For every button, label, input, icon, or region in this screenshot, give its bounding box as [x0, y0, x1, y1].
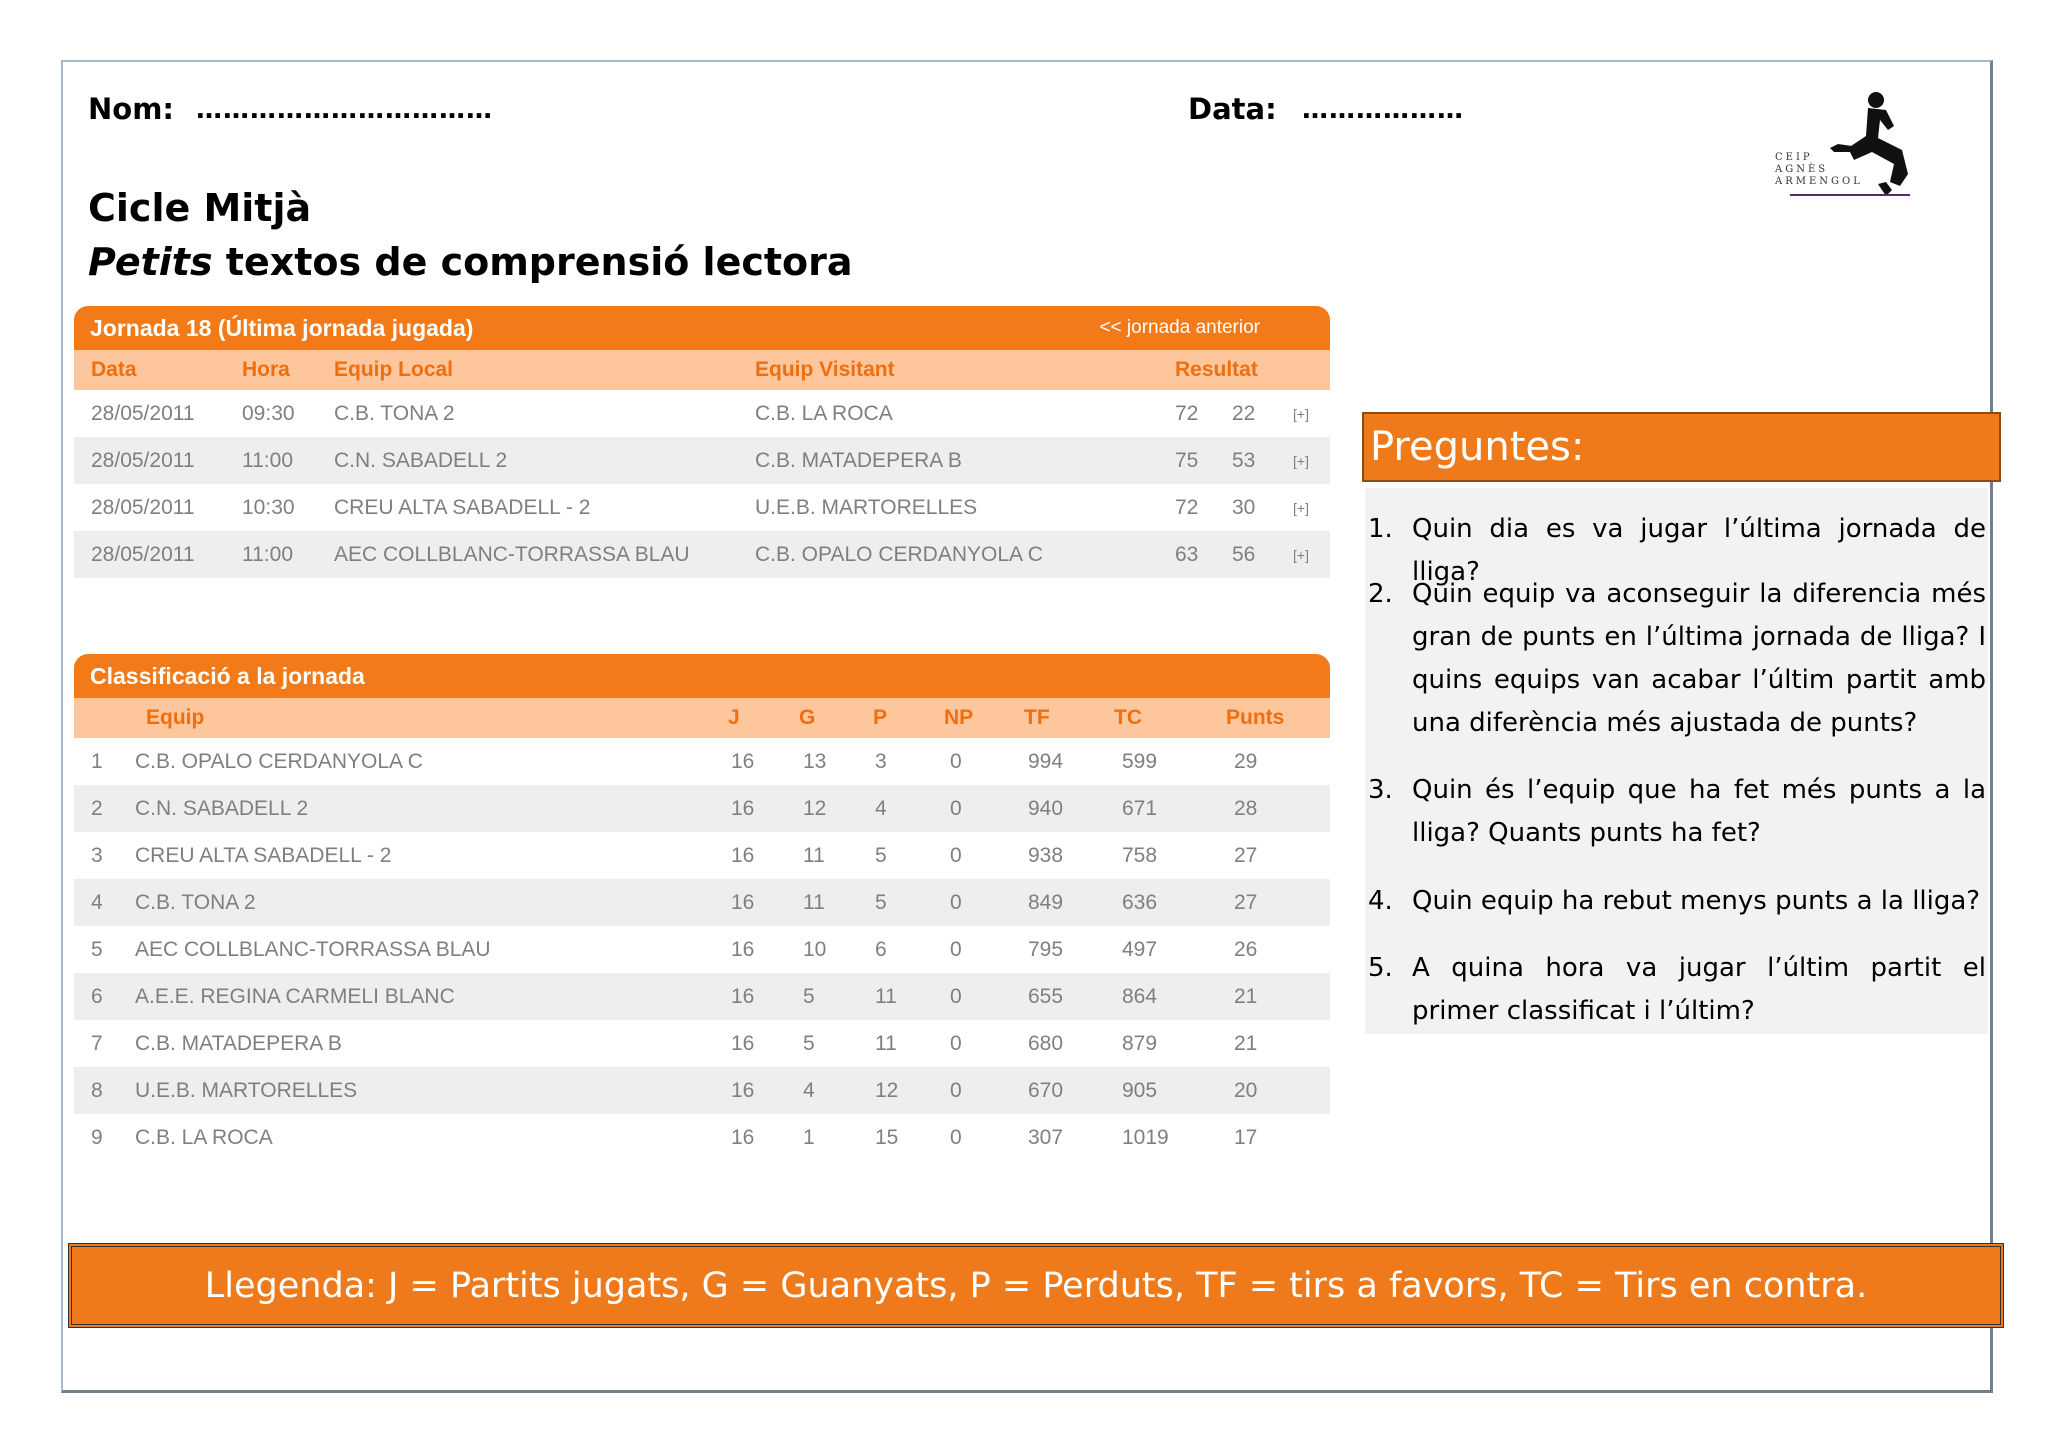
played: 16 [731, 1125, 755, 1149]
played: 16 [731, 796, 755, 820]
home-score: 72 [1175, 495, 1199, 519]
match-details-link[interactable]: [+] [1293, 546, 1309, 563]
table-row [74, 484, 1330, 531]
position: 3 [91, 843, 103, 867]
won: 11 [803, 843, 825, 867]
col-equip[interactable]: Equip [146, 706, 205, 729]
away-team: C.B. LA ROCA [755, 401, 893, 425]
team-name: CREU ALTA SABADELL - 2 [135, 843, 392, 867]
match-details-link[interactable]: [+] [1293, 499, 1309, 516]
col-p[interactable]: P [873, 706, 888, 729]
school-logo-icon [1768, 86, 1918, 216]
match-time: 11:00 [242, 448, 293, 472]
table-row [74, 785, 1330, 832]
away-team: U.E.B. MARTORELLES [755, 495, 978, 519]
played: 16 [731, 1031, 755, 1055]
match-date: 28/05/2011 [91, 542, 195, 566]
col-equip-local[interactable]: Equip Local [334, 358, 454, 381]
question-5: 5. A quina hora va jugar l’últim partit el primer classificat i l’últim? [1368, 953, 1986, 1026]
lost: 15 [875, 1125, 899, 1149]
played: 16 [731, 843, 755, 867]
points: 27 [1234, 843, 1258, 867]
points-against: 671 [1122, 796, 1158, 820]
played: 16 [731, 937, 755, 961]
lost: 6 [875, 937, 887, 961]
points-against: 758 [1122, 843, 1158, 867]
points-against: 879 [1122, 1031, 1158, 1055]
data-blank: ……………… [1302, 95, 1464, 125]
home-score: 72 [1175, 401, 1199, 425]
jornada-title: Jornada 18 (Última jornada jugada) [90, 314, 474, 341]
team-name: A.E.E. REGINA CARMELI BLANC [135, 984, 455, 1008]
not-played: 0 [950, 890, 962, 914]
position: 8 [91, 1078, 103, 1102]
jornada-rows [74, 390, 1330, 578]
position: 9 [91, 1125, 103, 1149]
away-score: 22 [1232, 401, 1256, 425]
won: 10 [803, 937, 827, 961]
points: 20 [1234, 1078, 1258, 1102]
match-time: 09:30 [242, 401, 295, 425]
table-row [74, 531, 1330, 578]
table-row [74, 1067, 1330, 1114]
not-played: 0 [950, 984, 962, 1008]
jornada-column-headers [74, 350, 1330, 390]
question-1: 1. Quin dia es va jugar l’última jornada de lliga? [1368, 514, 1986, 587]
points: 17 [1234, 1125, 1258, 1149]
table-row [74, 832, 1330, 879]
jornada-title-bar [74, 306, 1330, 350]
points-against: 905 [1122, 1078, 1158, 1102]
llegenda-bar: Llegenda: J = Partits jugats, G = Guanyats, P = Perduts, TF = tirs a favors, TC = Tirs en contra. [68, 1243, 2004, 1328]
col-np[interactable]: NP [944, 706, 974, 729]
points-against: 1019 [1122, 1125, 1169, 1149]
match-date: 28/05/2011 [91, 495, 195, 519]
match-date: 28/05/2011 [91, 401, 195, 425]
home-team: C.B. TONA 2 [334, 401, 455, 425]
team-name: C.B. LA ROCA [135, 1125, 273, 1149]
col-data[interactable]: Data [91, 358, 137, 381]
points-for: 938 [1028, 843, 1064, 867]
team-name: C.N. SABADELL 2 [135, 796, 309, 820]
table-row [74, 1020, 1330, 1067]
played: 16 [731, 984, 755, 1008]
points-for: 795 [1028, 937, 1064, 961]
points-for: 670 [1028, 1078, 1064, 1102]
question-2: 2. Quin equip va aconseguir la diferencia més gran de punts en l’última jornada de lliga? I quins equips van acabar l’últim partit amb una diferència més ajustada de punts? [1368, 579, 1986, 738]
won: 5 [803, 984, 815, 1008]
points: 26 [1234, 937, 1258, 961]
points: 28 [1234, 796, 1258, 820]
position: 2 [91, 796, 103, 820]
position: 4 [91, 890, 103, 914]
table-row [74, 437, 1330, 484]
table-row [74, 879, 1330, 926]
not-played: 0 [950, 937, 962, 961]
not-played: 0 [950, 796, 962, 820]
won: 12 [803, 796, 827, 820]
table-row [74, 390, 1330, 437]
classificacio-title-bar [74, 654, 1330, 698]
col-resultat[interactable]: Resultat [1175, 358, 1258, 381]
home-team: C.N. SABADELL 2 [334, 448, 508, 472]
points-against: 497 [1122, 937, 1158, 961]
away-team: C.B. MATADEPERA B [755, 448, 962, 472]
points-for: 849 [1028, 890, 1064, 914]
classificacio-rows [74, 738, 1330, 1161]
not-played: 0 [950, 1078, 962, 1102]
classificacio-table [74, 654, 1330, 1161]
won: 4 [803, 1078, 815, 1102]
nom-label: Nom: [88, 92, 175, 126]
question-3: 3. Quin és l’equip que ha fet més punts a la lliga? Quants punts ha fet? [1368, 775, 1986, 848]
home-team: CREU ALTA SABADELL - 2 [334, 495, 591, 519]
home-team: AEC COLLBLANC-TORRASSA BLAU [334, 542, 690, 566]
lost: 11 [875, 1031, 897, 1055]
won: 5 [803, 1031, 815, 1055]
won: 11 [803, 890, 825, 914]
col-punts[interactable]: Punts [1226, 706, 1285, 729]
points: 27 [1234, 890, 1258, 914]
points-against: 636 [1122, 890, 1158, 914]
question-4: 4. Quin equip ha rebut menys punts a la lliga? [1368, 886, 1981, 916]
match-date: 28/05/2011 [91, 448, 195, 472]
col-tc[interactable]: TC [1114, 706, 1142, 729]
points-against: 864 [1122, 984, 1158, 1008]
points-for: 940 [1028, 796, 1064, 820]
team-name: C.B. MATADEPERA B [135, 1031, 342, 1055]
played: 16 [731, 890, 755, 914]
team-name: C.B. OPALO CERDANYOLA C [135, 749, 423, 773]
col-hora[interactable]: Hora [242, 358, 290, 381]
match-details-link[interactable]: [+] [1293, 405, 1309, 422]
jornada-table [74, 306, 1330, 578]
col-g[interactable]: G [799, 706, 816, 729]
points: 21 [1234, 984, 1258, 1008]
points-against: 599 [1122, 749, 1158, 773]
points-for: 994 [1028, 749, 1064, 773]
points: 29 [1234, 749, 1258, 773]
won: 13 [803, 749, 827, 773]
page-subtitle [88, 240, 853, 284]
home-score: 75 [1175, 448, 1199, 472]
played: 16 [731, 749, 755, 773]
not-played: 0 [950, 1125, 962, 1149]
lost: 5 [875, 890, 887, 914]
position: 1 [91, 749, 103, 773]
match-time: 10:30 [242, 495, 295, 519]
logo-text: CEIP AGNÈS ARMENGOL [1775, 152, 1863, 187]
classificacio-column-headers [74, 698, 1330, 738]
data-label: Data: [1188, 92, 1277, 126]
subtitle-rest: textos de comprensió lectora [212, 240, 853, 284]
not-played: 0 [950, 749, 962, 773]
match-details-link[interactable]: [+] [1293, 452, 1309, 469]
team-name: U.E.B. MARTORELLES [135, 1078, 358, 1102]
nom-blank: …………………………… [196, 95, 493, 125]
team-name: C.B. TONA 2 [135, 890, 256, 914]
not-played: 0 [950, 843, 962, 867]
not-played: 0 [950, 1031, 962, 1055]
home-score: 63 [1175, 542, 1199, 566]
table-row [74, 1114, 1330, 1161]
points-for: 307 [1028, 1125, 1064, 1149]
position: 6 [91, 984, 103, 1008]
col-equip-visitant[interactable]: Equip Visitant [755, 358, 895, 381]
col-tf[interactable]: TF [1024, 706, 1050, 729]
lost: 3 [875, 749, 887, 773]
away-team: C.B. OPALO CERDANYOLA C [755, 542, 1043, 566]
lost: 5 [875, 843, 887, 867]
position: 7 [91, 1031, 103, 1055]
points-for: 680 [1028, 1031, 1064, 1055]
match-time: 11:00 [242, 542, 293, 566]
classificacio-title: Classificació a la jornada [90, 662, 365, 689]
previous-jornada-link[interactable]: << jornada anterior [1099, 317, 1260, 338]
preguntes-header: Preguntes: [1362, 412, 2001, 482]
away-score: 56 [1232, 542, 1256, 566]
table-row [74, 973, 1330, 1020]
table-row [74, 926, 1330, 973]
points: 21 [1234, 1031, 1258, 1055]
lost: 11 [875, 984, 897, 1008]
away-score: 30 [1232, 495, 1256, 519]
lost: 4 [875, 796, 887, 820]
played: 16 [731, 1078, 755, 1102]
col-j[interactable]: J [728, 706, 740, 729]
lost: 12 [875, 1078, 899, 1102]
position: 5 [91, 937, 103, 961]
table-row [74, 738, 1330, 785]
away-score: 53 [1232, 448, 1256, 472]
team-name: AEC COLLBLANC-TORRASSA BLAU [135, 937, 491, 961]
points-for: 655 [1028, 984, 1064, 1008]
won: 1 [803, 1125, 815, 1149]
subtitle-italic: Petits [88, 240, 213, 284]
page-title: Cicle Mitjà [88, 186, 312, 230]
